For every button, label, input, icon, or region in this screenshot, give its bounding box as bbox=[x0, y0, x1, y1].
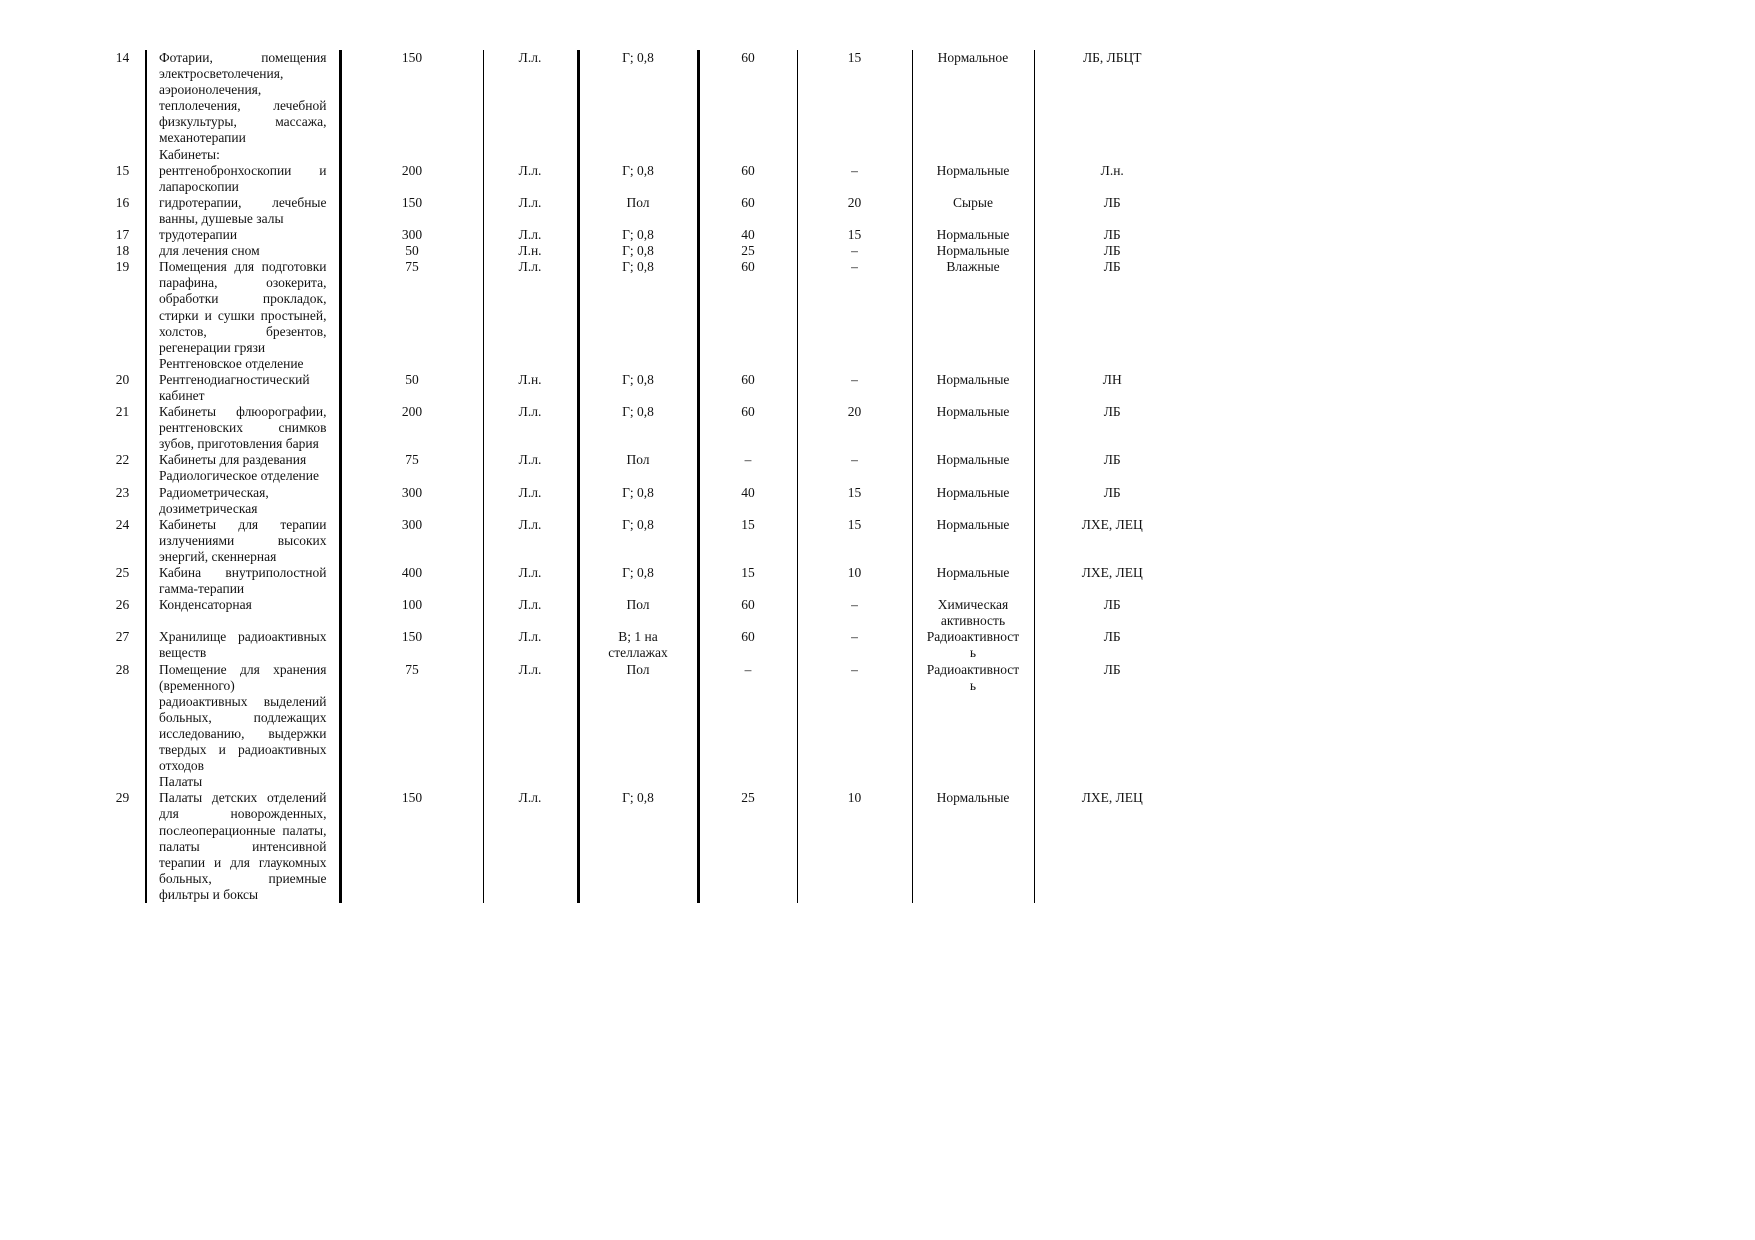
room-name: для лечения сном bbox=[159, 243, 260, 259]
value-2-cell: – bbox=[797, 662, 912, 791]
value-2-cell: 10 bbox=[797, 565, 912, 597]
illuminance-cell: 300 bbox=[340, 485, 483, 517]
light-source-cell: Л.л. bbox=[483, 163, 578, 195]
room-name: Кабина внутриполостной гамма-терапии bbox=[159, 565, 327, 597]
value-1-cell: 60 bbox=[698, 195, 797, 227]
section-heading: Радиологическое отделение bbox=[159, 468, 320, 484]
room-name: Конденсаторная bbox=[159, 597, 252, 613]
room-name: Кабинеты для раздевания bbox=[159, 452, 307, 468]
room-name-cell bbox=[146, 485, 340, 517]
illuminance-cell: 300 bbox=[340, 227, 483, 243]
room-name: Радиометрическая, дозиметрическая bbox=[159, 484, 269, 516]
table-row bbox=[100, 452, 1190, 484]
environment-cell: Нормальные bbox=[912, 404, 1034, 452]
room-name: Фотарии, помещения электросветолечения, аэроионолечения, теплолечения, лечебной физкультуры, массажа, механотерапии bbox=[159, 50, 327, 146]
light-source-cell: Л.л. bbox=[483, 662, 578, 791]
value-2-cell: 15 bbox=[797, 517, 912, 565]
room-name: трудотерапии bbox=[159, 227, 238, 243]
value-2-cell: 20 bbox=[797, 404, 912, 452]
environment-cell: Нормальные bbox=[912, 372, 1034, 404]
value-1-cell: 15 bbox=[698, 565, 797, 597]
value-1-cell: 60 bbox=[698, 597, 797, 629]
light-source-cell: Л.л. bbox=[483, 227, 578, 243]
table-row bbox=[100, 565, 1190, 597]
plane-height-cell: Пол bbox=[578, 195, 698, 227]
illuminance-cell: 150 bbox=[340, 50, 483, 163]
light-source-cell: Л.л. bbox=[483, 50, 578, 163]
environment-cell: Нормальные bbox=[912, 565, 1034, 597]
room-name-cell bbox=[146, 517, 340, 565]
table-row bbox=[100, 243, 1190, 259]
plane-height-cell: Пол bbox=[578, 597, 698, 629]
environment-cell: Нормальные bbox=[912, 243, 1034, 259]
illuminance-cell: 50 bbox=[340, 372, 483, 404]
light-source-cell: Л.л. bbox=[483, 629, 578, 661]
room-name-cell bbox=[146, 404, 340, 452]
light-source-cell: Л.л. bbox=[483, 195, 578, 227]
value-2-cell: – bbox=[797, 452, 912, 484]
light-source-cell: Л.л. bbox=[483, 517, 578, 565]
lighting-norms-table bbox=[100, 50, 1190, 903]
value-1-cell: 60 bbox=[698, 629, 797, 661]
illuminance-cell: 50 bbox=[340, 243, 483, 259]
value-1-cell: 15 bbox=[698, 517, 797, 565]
table-row bbox=[100, 372, 1190, 404]
plane-height-cell: Г; 0,8 bbox=[578, 227, 698, 243]
room-name: Кабинеты для терапии излучениями высоких энергий, скеннерная bbox=[159, 516, 327, 564]
room-name-cell bbox=[146, 50, 340, 163]
value-2-cell: – bbox=[797, 629, 912, 661]
lamp-type-cell: Л.н. bbox=[1034, 163, 1190, 195]
illuminance-cell: 150 bbox=[340, 629, 483, 661]
illuminance-cell: 75 bbox=[340, 662, 483, 791]
lamp-type-cell: ЛБ bbox=[1034, 629, 1190, 661]
environment-cell: Радиоактивность bbox=[912, 662, 1034, 791]
light-source-cell: Л.л. bbox=[483, 790, 578, 903]
value-2-cell: – bbox=[797, 163, 912, 195]
environment-cell: Сырые bbox=[912, 195, 1034, 227]
plane-height-cell: Г; 0,8 bbox=[578, 372, 698, 404]
room-name: рентгенобронхоскопии и лапароскопии bbox=[159, 162, 327, 194]
plane-height-cell: Пол bbox=[578, 662, 698, 791]
illuminance-cell: 400 bbox=[340, 565, 483, 597]
room-name-cell bbox=[146, 372, 340, 404]
value-1-cell: 60 bbox=[698, 404, 797, 452]
row-number-cell: 17 bbox=[115, 227, 130, 243]
value-1-cell: – bbox=[698, 662, 797, 791]
illuminance-cell: 150 bbox=[340, 195, 483, 227]
plane-height-cell: Г; 0,8 bbox=[578, 565, 698, 597]
section-heading: Палаты bbox=[159, 774, 203, 790]
environment-cell: Нормальные bbox=[912, 163, 1034, 195]
table-row bbox=[100, 790, 1190, 903]
environment-cell: Нормальные bbox=[912, 227, 1034, 243]
illuminance-cell: 200 bbox=[340, 404, 483, 452]
table-row bbox=[100, 404, 1190, 452]
value-1-cell: – bbox=[698, 452, 797, 484]
table-row bbox=[100, 517, 1190, 565]
table-body bbox=[100, 50, 1190, 903]
lamp-type-cell: ЛБ bbox=[1034, 227, 1190, 243]
plane-height-cell: Г; 0,8 bbox=[578, 790, 698, 903]
room-name: Кабинеты флюорографии, рентгеновских снимков зубов, приготовления бария bbox=[159, 404, 327, 452]
value-2-cell: 10 bbox=[797, 790, 912, 903]
table-row bbox=[100, 662, 1190, 791]
plane-height-cell: Г; 0,8 bbox=[578, 163, 698, 195]
illuminance-cell: 75 bbox=[340, 259, 483, 372]
lamp-type-cell: ЛБ bbox=[1034, 404, 1190, 452]
illuminance-cell: 300 bbox=[340, 517, 483, 565]
lamp-type-cell: ЛХЕ, ЛЕЦ bbox=[1034, 565, 1190, 597]
value-1-cell: 60 bbox=[698, 372, 797, 404]
light-source-cell: Л.л. bbox=[483, 452, 578, 484]
value-1-cell: 60 bbox=[698, 259, 797, 372]
light-source-cell: Л.л. bbox=[483, 404, 578, 452]
illuminance-cell: 75 bbox=[340, 452, 483, 484]
table-row bbox=[100, 50, 1190, 163]
room-name-cell bbox=[146, 163, 340, 195]
room-name-cell bbox=[146, 565, 340, 597]
light-source-cell: Л.л. bbox=[483, 485, 578, 517]
row-number-cell: 27 bbox=[115, 629, 130, 645]
lamp-type-cell: ЛХЕ, ЛЕЦ bbox=[1034, 517, 1190, 565]
value-1-cell: 40 bbox=[698, 485, 797, 517]
row-number-cell: 15 bbox=[115, 162, 130, 178]
light-source-cell: Л.л. bbox=[483, 259, 578, 372]
room-name: Палаты детских отделений для новорожденных, послеоперационные палаты, палаты интенсивной терапии и для глаукомных больных, приемные фильтры и боксы bbox=[159, 790, 327, 902]
room-name-cell bbox=[146, 629, 340, 661]
plane-height-cell: Г; 0,8 bbox=[578, 243, 698, 259]
room-name-cell bbox=[146, 597, 340, 629]
lamp-type-cell: ЛБ bbox=[1034, 195, 1190, 227]
light-source-cell: Л.н. bbox=[483, 243, 578, 259]
room-name-cell bbox=[146, 452, 340, 484]
table-row bbox=[100, 485, 1190, 517]
illuminance-cell: 100 bbox=[340, 597, 483, 629]
row-number-cell: 28 bbox=[115, 661, 130, 677]
table-row bbox=[100, 227, 1190, 243]
environment-cell: Нормальное bbox=[912, 50, 1034, 163]
illuminance-cell: 200 bbox=[340, 163, 483, 195]
section-heading: Кабинеты: bbox=[159, 146, 220, 162]
value-2-cell: 20 bbox=[797, 195, 912, 227]
row-number-cell: 21 bbox=[115, 404, 130, 420]
value-2-cell: – bbox=[797, 259, 912, 372]
table-row bbox=[100, 163, 1190, 195]
row-number-cell: 19 bbox=[115, 259, 130, 275]
light-source-cell: Л.л. bbox=[483, 597, 578, 629]
illuminance-cell: 150 bbox=[340, 790, 483, 903]
lamp-type-cell: ЛБ, ЛБЦТ bbox=[1034, 50, 1190, 163]
plane-height-cell: В; 1 на стеллажах bbox=[578, 629, 698, 661]
table-row bbox=[100, 195, 1190, 227]
plane-height-cell: Г; 0,8 bbox=[578, 517, 698, 565]
room-name-cell bbox=[146, 227, 340, 243]
row-number-cell: 23 bbox=[115, 484, 130, 500]
value-1-cell: 25 bbox=[698, 243, 797, 259]
row-number-cell: 29 bbox=[115, 790, 130, 806]
row-number-cell: 24 bbox=[115, 516, 130, 532]
section-heading: Рентгеновское отделение bbox=[159, 355, 304, 371]
environment-cell: Нормальные bbox=[912, 790, 1034, 903]
room-name-cell bbox=[146, 243, 340, 259]
environment-cell: Химическая активность bbox=[912, 597, 1034, 629]
row-number-cell: 14 bbox=[115, 50, 130, 65]
row-number-cell: 22 bbox=[115, 452, 130, 468]
row-number-cell: 25 bbox=[115, 565, 130, 580]
lamp-type-cell: ЛБ bbox=[1034, 597, 1190, 629]
row-number-cell: 16 bbox=[115, 194, 130, 210]
row-number-cell: 20 bbox=[115, 371, 130, 387]
environment-cell: Радиоактивность bbox=[912, 629, 1034, 661]
environment-cell: Нормальные bbox=[912, 452, 1034, 484]
value-2-cell: – bbox=[797, 243, 912, 259]
room-name: Помещения для подготовки парафина, озокерита, обработки прокладок, стирки и сушки простыней, холстов, брезентов, регенерации грязи bbox=[159, 259, 327, 355]
lamp-type-cell: ЛБ bbox=[1034, 662, 1190, 791]
plane-height-cell: Г; 0,8 bbox=[578, 50, 698, 163]
table-row bbox=[100, 629, 1190, 661]
value-1-cell: 40 bbox=[698, 227, 797, 243]
lamp-type-cell: ЛБ bbox=[1034, 243, 1190, 259]
table-row bbox=[100, 259, 1190, 372]
value-2-cell: 15 bbox=[797, 50, 912, 163]
value-2-cell: – bbox=[797, 597, 912, 629]
value-2-cell: 15 bbox=[797, 485, 912, 517]
value-2-cell: 15 bbox=[797, 227, 912, 243]
value-1-cell: 60 bbox=[698, 50, 797, 163]
row-number-cell: 26 bbox=[115, 597, 130, 613]
room-name: Хранилище радиоактивных веществ bbox=[159, 629, 327, 661]
room-name: Рентгенодиагностический кабинет bbox=[159, 371, 310, 403]
environment-cell: Влажные bbox=[912, 259, 1034, 372]
row-number-cell: 18 bbox=[115, 243, 130, 259]
environment-cell: Нормальные bbox=[912, 485, 1034, 517]
table-row bbox=[100, 597, 1190, 629]
value-1-cell: 25 bbox=[698, 790, 797, 903]
lamp-type-cell: ЛБ bbox=[1034, 485, 1190, 517]
plane-height-cell: Г; 0,8 bbox=[578, 259, 698, 372]
room-name-cell bbox=[146, 790, 340, 903]
lamp-type-cell: ЛБ bbox=[1034, 452, 1190, 484]
light-source-cell: Л.н. bbox=[483, 372, 578, 404]
room-name-cell bbox=[146, 259, 340, 372]
room-name-cell bbox=[146, 195, 340, 227]
room-name: Помещение для хранения (временного) радиоактивных выделений больных, подлежащих исследованию, выдержки твердых и радиоактивных отходов bbox=[159, 661, 327, 774]
value-2-cell: – bbox=[797, 372, 912, 404]
lamp-type-cell: ЛБ bbox=[1034, 259, 1190, 372]
plane-height-cell: Г; 0,8 bbox=[578, 485, 698, 517]
room-name: гидротерапии, лечебные ванны, душевые залы bbox=[159, 194, 327, 226]
plane-height-cell: Пол bbox=[578, 452, 698, 484]
room-name-cell bbox=[146, 662, 340, 791]
light-source-cell: Л.л. bbox=[483, 565, 578, 597]
lamp-type-cell: ЛН bbox=[1034, 372, 1190, 404]
value-1-cell: 60 bbox=[698, 163, 797, 195]
lamp-type-cell: ЛХЕ, ЛЕЦ bbox=[1034, 790, 1190, 903]
environment-cell: Нормальные bbox=[912, 517, 1034, 565]
plane-height-cell: Г; 0,8 bbox=[578, 404, 698, 452]
